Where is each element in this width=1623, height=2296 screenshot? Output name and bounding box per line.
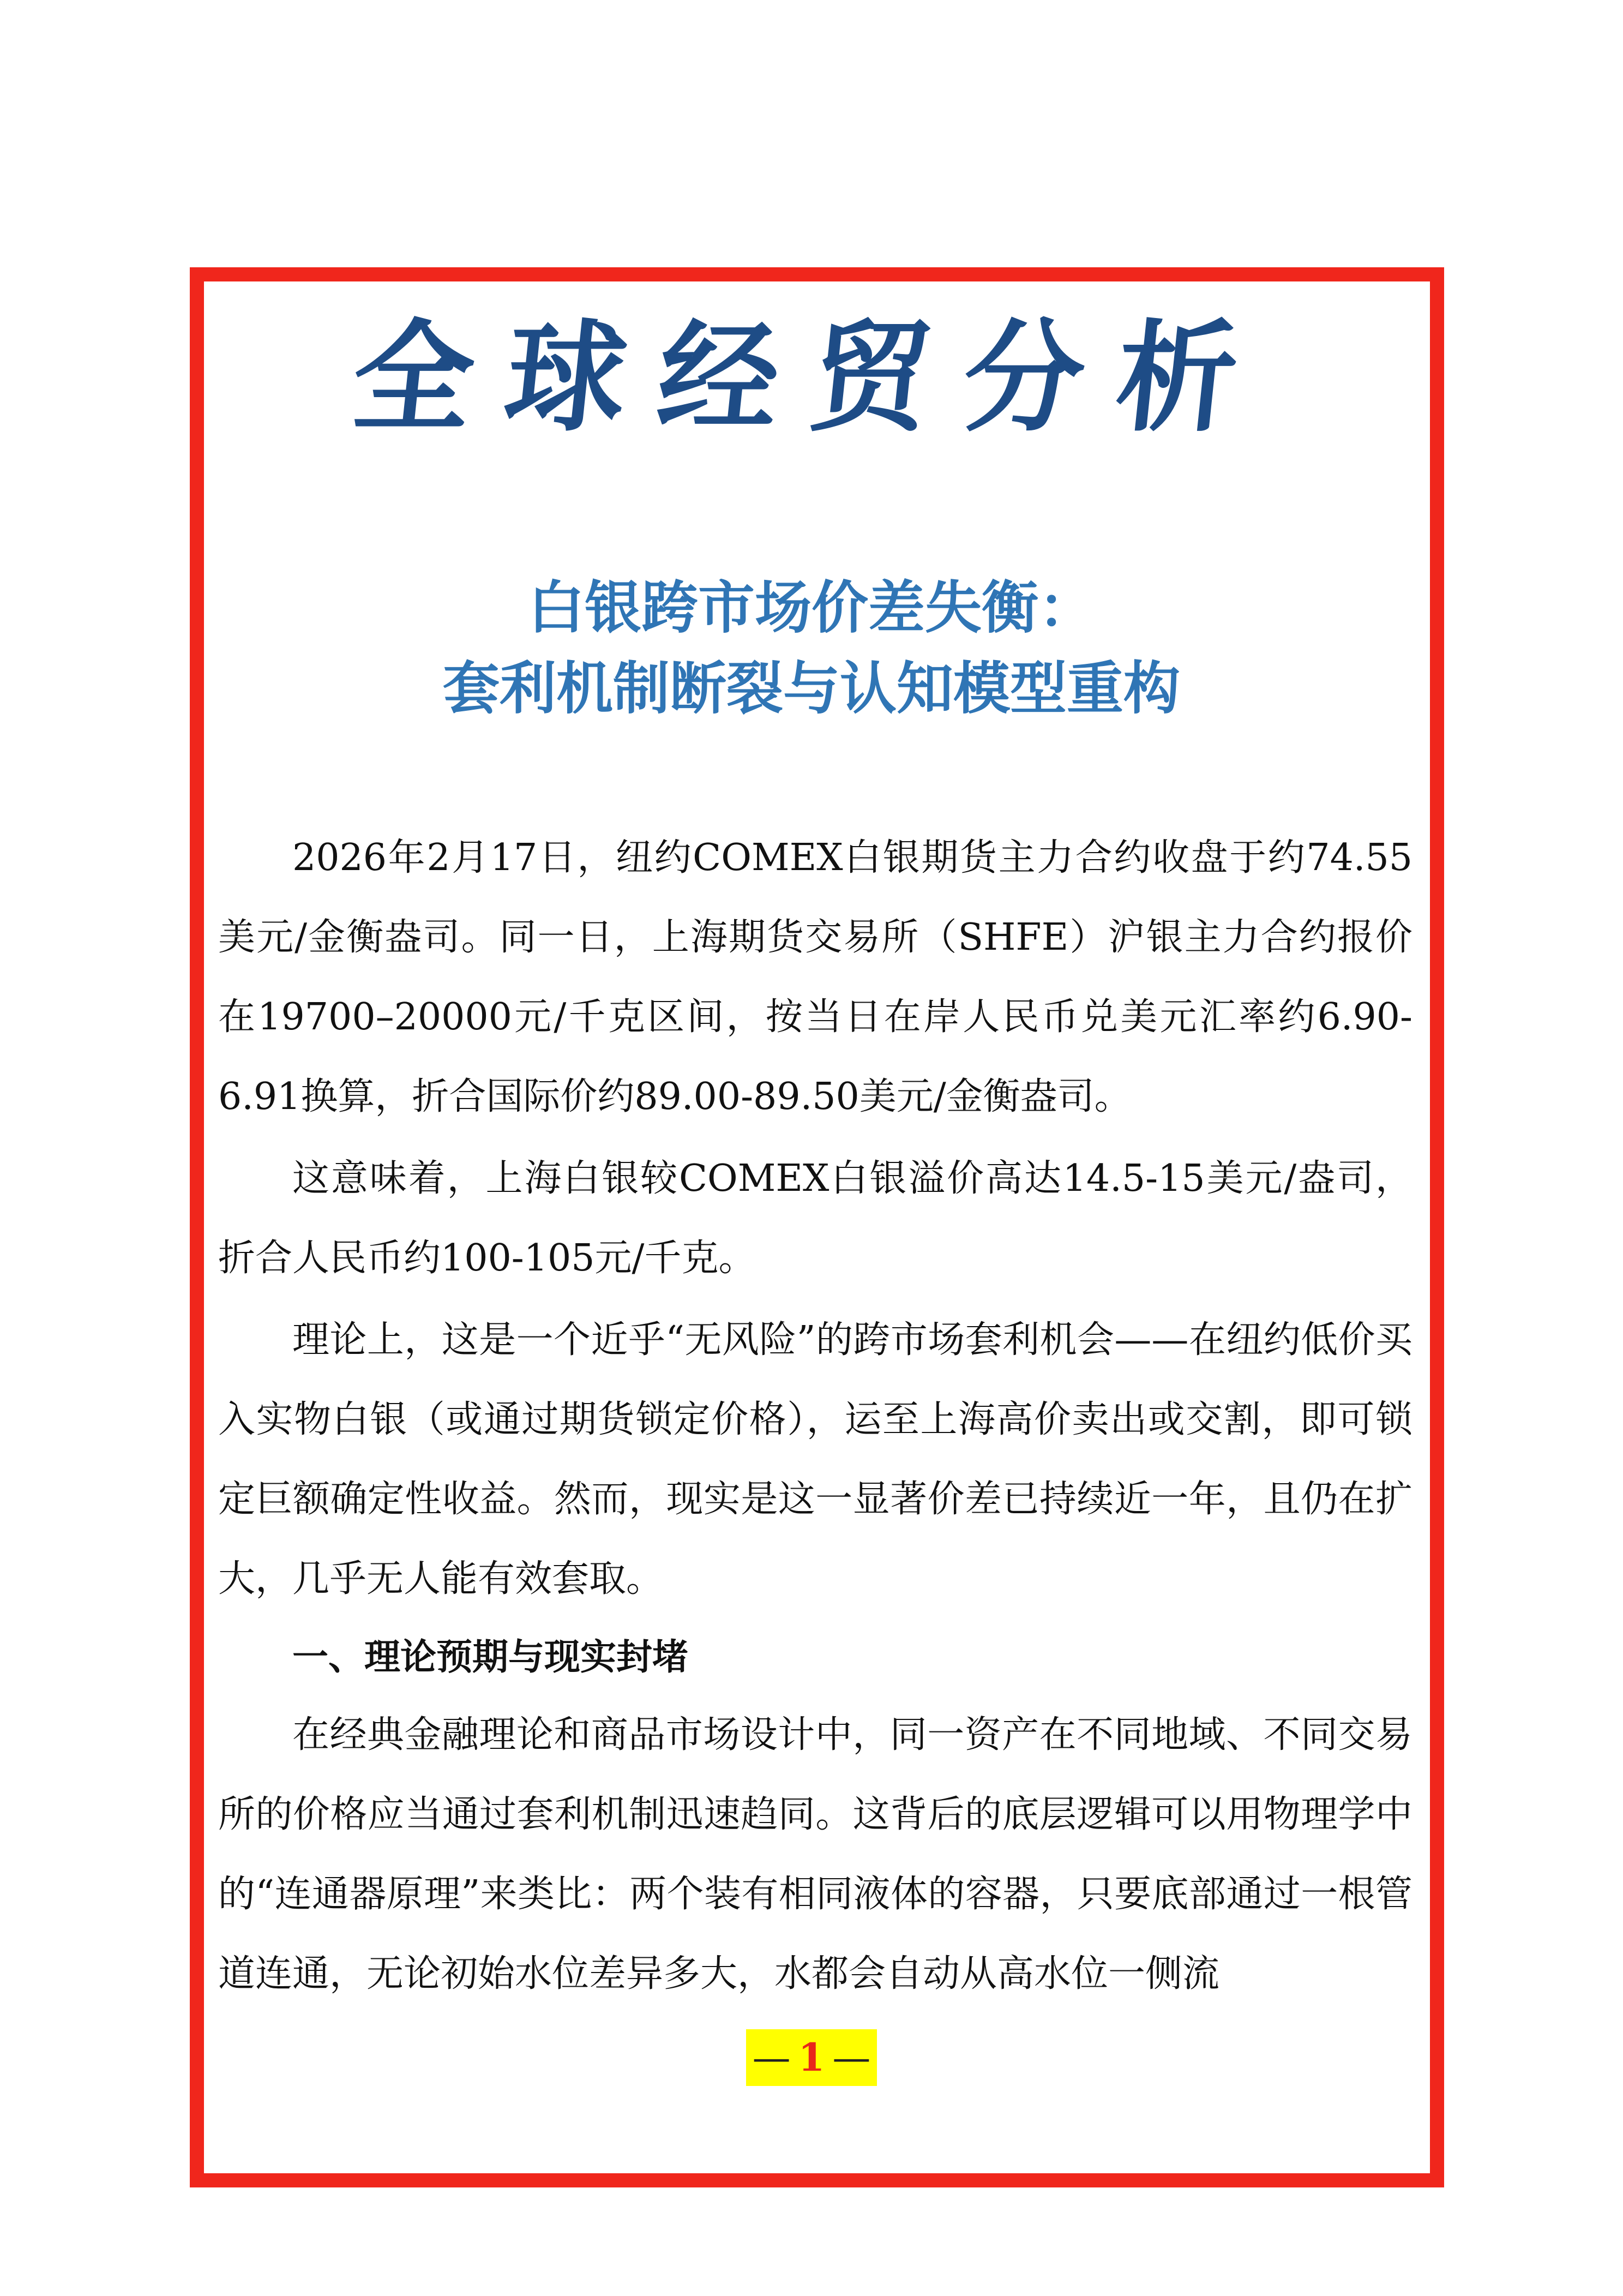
page-number-value: 1 bbox=[798, 2035, 825, 2080]
headline-line-2: 套利机制断裂与认知模型重构 bbox=[442, 655, 1180, 722]
article-body bbox=[218, 818, 1412, 2014]
article-headline bbox=[207, 567, 1416, 729]
masthead-title: 全球经贸分析 bbox=[346, 307, 1277, 448]
paragraph: 这意味着，上海白银较COMEX白银溢价高达14.5-15美元/盎司，折合人民币约100-105元/千克。 bbox=[218, 1157, 1412, 1280]
page-number bbox=[0, 2029, 1623, 2086]
headline-line-1: 白银跨市场价差失衡： bbox=[527, 574, 1095, 641]
paragraph: 2026年2月17日，纽约COMEX白银期货主力合约收盘于约74.55美元/金衡盎司。同一日，上海期货交易所（SHFE）沪银主力合约报价在19700–20000元/千克区间，按当日在岸人民币兑美元汇率约6.90-6.91换算，折合国际价约89.00-89.50美元/金衡盎司。 bbox=[218, 836, 1412, 1118]
paragraph: 理论上，这是一个近乎“无风险”的跨市场套利机会——在纽约低价买入实物白银（或通过期货锁定价格），运至上海高价卖出或交割，即可锁定巨额确定性收益。然而，现实是这一显著价差已持续近一年，且仍在扩大，几乎无人能有效套取。 bbox=[218, 1318, 1412, 1600]
section-heading: 一、理论预期与现实封堵 bbox=[292, 1636, 688, 1678]
paragraph: 在经典金融理论和商品市场设计中，同一资产在不同地域、不同交易所的价格应当通过套利机制迅速趋同。这背后的底层逻辑可以用物理学中的“连通器原理”来类比：两个装有相同液体的容器，只要底部通过一根管道连通，无论初始水位差异多大，水都会自动从高水位一侧流 bbox=[218, 1713, 1412, 1995]
page-number-dash-right: — bbox=[832, 2035, 871, 2080]
page-number-dash-left: — bbox=[752, 2035, 791, 2080]
page-number-badge bbox=[746, 2029, 877, 2086]
